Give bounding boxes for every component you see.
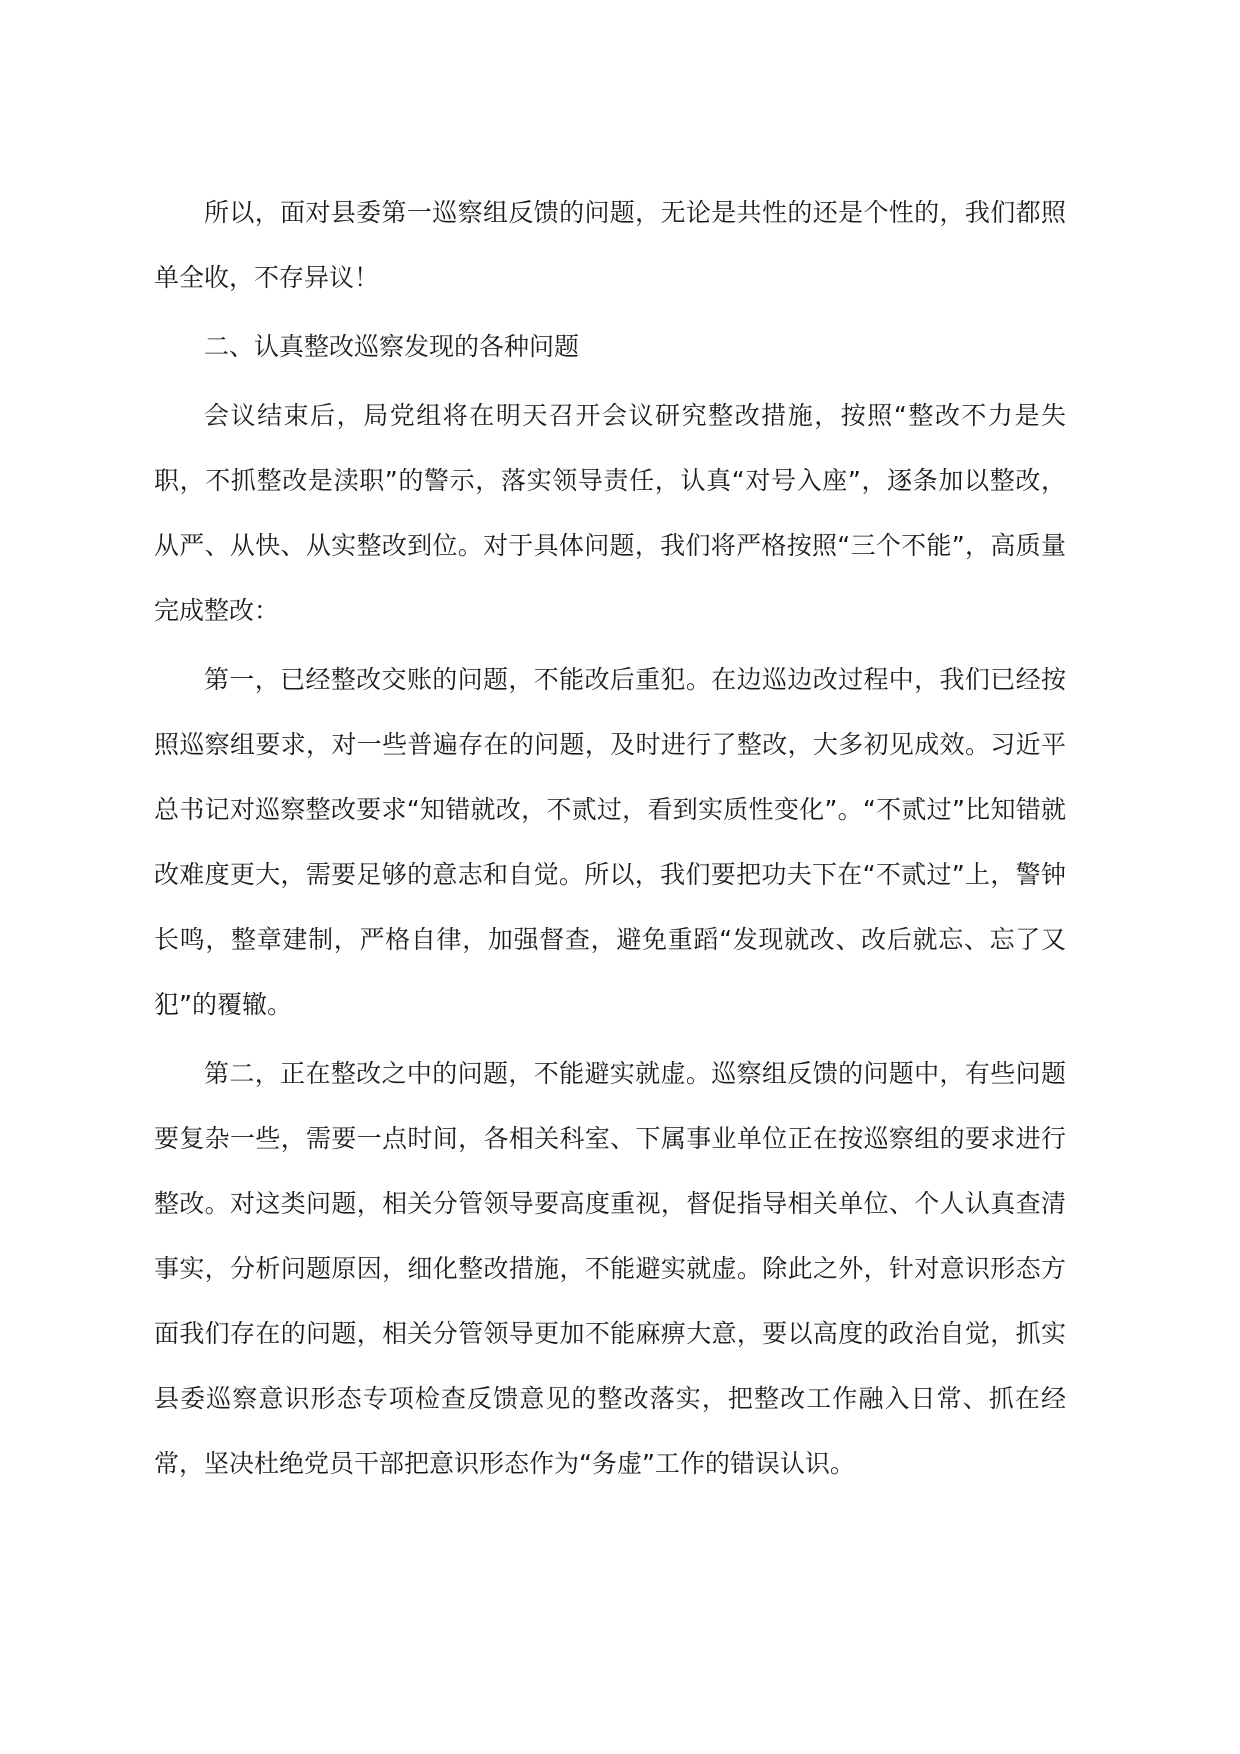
paragraph-point-one: 第一，已经整改交账的问题，不能改后重犯。在边巡边改过程中，我们已经按照巡察组要求，对一些普遍存在的问题，及时进行了整改，大多初见成效。习近平总书记对巡察整改要求“知错就改，不贰过，看到实质性变化”。“不贰过”比知错就改难度更大，需要足够的意志和自觉。所以，我们要把功夫下在“不贰过”上，警钟长鸣，整章建制，严格自律，加强督查，避免重蹈“发现就改、改后就忘、忘了又犯”的覆辙。 (154, 665, 1066, 1019)
paragraph-point-two: 第二，正在整改之中的问题，不能避实就虚。巡察组反馈的问题中，有些问题要复杂一些，需要一点时间，各相关科室、下属事业单位正在按巡察组的要求进行整改。对这类问题，相关分管领导要高度重视，督促指导相关单位、个人认真查清事实，分析问题原因，细化整改措施，不能避实就虚。除此之外，针对意识形态方面我们存在的问题，相关分管领导更加不能麻痹大意，要以高度的政治自觉，抓实县委巡察意识形态专项检查反馈意见的整改落实，把整改工作融入日常、抓在经常，坚决杜绝党员干部把意识形态作为“务虚”工作的错误认识。 (154, 1059, 1066, 1478)
document-body (154, 180, 1066, 1500)
section-heading: 二、认真整改巡察发现的各种问题 (204, 332, 580, 361)
paragraph-conclusion: 所以，面对县委第一巡察组反馈的问题，无论是共性的还是个性的，我们都照单全收，不存异议！ (154, 198, 1066, 292)
paragraph-rectification-plan: 会议结束后，局党组将在明天召开会议研究整改措施，按照“整改不力是失职，不抓整改是渎职”的警示，落实领导责任，认真“对号入座”，逐条加以整改，从严、从快、从实整改到位。对于具体问题，我们将严格按照“三个不能”，高质量完成整改： (154, 401, 1066, 625)
